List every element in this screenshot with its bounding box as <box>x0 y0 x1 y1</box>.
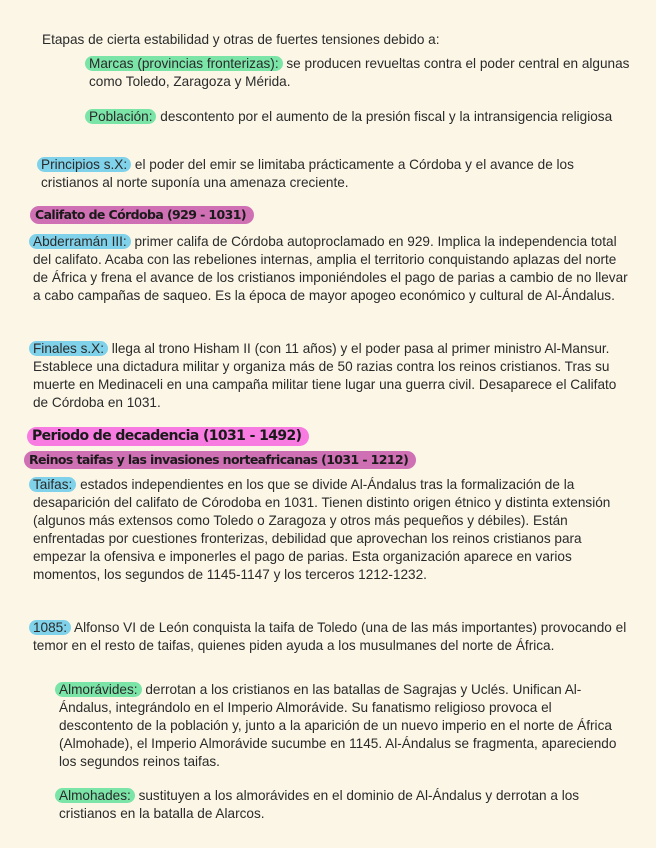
decadencia-heading: Periodo de decadencia (1031 - 1492) <box>27 427 309 446</box>
almohades-text: sustituyen a los almorávides en el dominio de Al-Ándalus y derrotan a los cristianos en la batalla de Alarcos. <box>59 788 580 821</box>
y1085-label: 1085: <box>29 620 71 635</box>
taifas-text: estados independientes en los que se divide Al-Ándalus tras la formalización de la desaparición del califato de Córodoba en 1031. Tienen distinto origen étnico y distinta extensión (algunos más extensos como Toledo o Zaragoza y otros más pequeños y débiles). Están enfrentadas por cuestiones fronterizas, debilidad que aprovechan los reinos cristianos para empezar la ofensiva e imponerles el pago de parias. Esta organización aparece en varios momentos, los segundos de 1145-1147 y los terceros 1212-1232. <box>33 477 611 582</box>
y1085-text: Alfonso VI de León conquista la taifa de Toledo (una de las más importantes) provocando el temor en el resto de taifas, quienes piden ayuda a los musulmanes del norte de África. <box>33 620 627 653</box>
almohades-label: Almohades: <box>55 788 135 803</box>
poblacion-text: descontento por el aumento de la presión fiscal y la intransigencia religiosa <box>156 109 613 124</box>
principios-paragraph <box>41 156 633 192</box>
principios-text: el poder del emir se limitaba prácticamente a Córdoba y el avance de los cristianos al norte suponía una amenaza creciente. <box>41 157 574 190</box>
almohades-paragraph <box>59 787 629 823</box>
finales-paragraph <box>33 340 629 412</box>
marcas-label: Marcas (provincias fronterizas): <box>85 56 283 71</box>
reinos-heading: Reinos taifas y las invasiones norteafricanas (1031 - 1212) <box>24 451 416 469</box>
abderraman-label: Abderramán III: <box>29 234 131 249</box>
finales-label: Finales s.X: <box>29 341 108 356</box>
taifas-paragraph <box>33 476 631 584</box>
finales-text: llega al trono Hisham II (con 11 años) y el poder pasa al primer ministro Al-Mansur. Establece una dictadura militar y organiza más de 50 razias contra los reinos cristianos. Tras su muerte en Medinaceli en una campaña militar tiene lugar una guerra civil. Desaparece el Califato de Córdoba en 1031. <box>33 341 617 410</box>
poblacion-label: Población: <box>85 109 156 124</box>
almoravides-text: derrotan a los cristianos en las batallas de Sagrajas y Uclés. Unifican Al-Ándalus, integrándolo en el Imperio Almorávide. Su fanatismo religioso provoca el descontento de la población y, junto a la aparición de un nuevo imperio en el norte de África (Almohade), el Imperio Almorávide sucumbe en 1145. Al-Ándalus se fragmenta, apareciendo los segundos reinos taifas. <box>59 682 617 769</box>
poblacion-paragraph <box>89 108 619 126</box>
califato-heading: Califato de Córdoba (929 - 1031) <box>30 206 254 224</box>
taifas-label: Taifas: <box>29 477 76 492</box>
principios-label: Principios s.X: <box>37 157 131 172</box>
almoravides-label: Almorávides: <box>55 682 142 697</box>
intro-text: Etapas de cierta estabilidad y otras de fuertes tensiones debido a: <box>42 32 440 47</box>
y1085-paragraph <box>33 619 629 655</box>
marcas-text: se producen revueltas contra el poder central en algunas como Toledo, Zaragoza y Mérida. <box>89 56 630 89</box>
abderraman-paragraph <box>33 233 629 305</box>
marcas-paragraph <box>89 55 631 91</box>
abderraman-text: primer califa de Córdoba autoproclamado en 929. Implica la independencia total del califato. Acaba con las rebeliones internas, amplia el territorio conquistando aplazas del norte de África y frena el avance de los cristianos imponiéndoles el pago de parias a cambio de no llevar a cabo campañas de saqueo. Es la época de mayor apogeo económico y cultural de Al-Ándalus. <box>33 234 628 303</box>
almoravides-paragraph <box>59 681 629 771</box>
